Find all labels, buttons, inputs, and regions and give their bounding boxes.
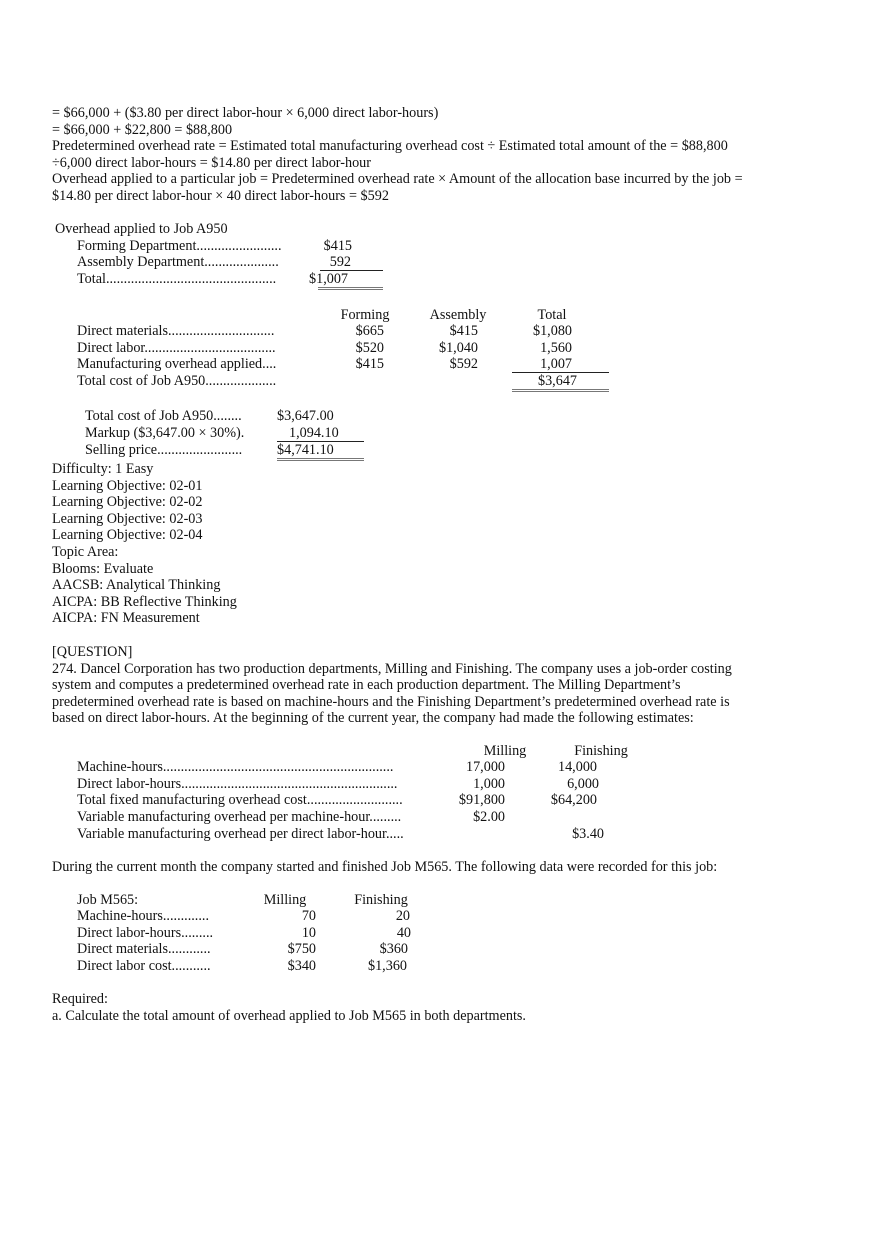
price-row-value: 1,094.10 — [289, 425, 339, 441]
table-cell: 40 — [396, 925, 411, 941]
question-text-line: system and computes a predetermined overhead rate in each production department. The Milling Department’s — [52, 677, 681, 694]
question-text-line: based on direct labor-hours. At the beginning of the current year, the company had made the following estimates: — [52, 710, 694, 727]
table-row-label: Total cost of Job A950.................... — [77, 373, 277, 389]
price-row-value: $3,647.00 — [277, 408, 334, 424]
table-cell: 70 — [301, 908, 316, 924]
selling-price-double-underline — [277, 442, 364, 461]
column-header: Total — [537, 307, 567, 323]
learning-objective: Learning Objective: 02-03 — [52, 510, 203, 527]
table-cell: 1,560 — [540, 340, 572, 356]
table-row-label: Direct labor-hours......... — [77, 925, 214, 941]
grand-total-double-underline — [512, 373, 609, 392]
question-block — [52, 644, 852, 727]
intro-line: = $66,000 + $22,800 = $88,800 — [52, 121, 233, 138]
table-row-label: Direct labor-hours............................................................. — [77, 776, 398, 792]
topic-area: Topic Area: — [52, 543, 119, 560]
intro-text — [52, 105, 852, 205]
table-cell: $1,080 — [532, 323, 572, 339]
table-cell: 1,007 — [540, 356, 572, 372]
table-cell: $520 — [355, 340, 384, 356]
column-header: Assembly — [429, 307, 487, 323]
current-month-text: During the current month the company started and finished Job M565. The following data were recorded for this job: — [52, 859, 718, 875]
table-row-label: Manufacturing overhead applied.... — [77, 356, 277, 372]
table-row-label: Direct materials.............................. — [77, 323, 275, 339]
column-header: Finishing — [354, 892, 408, 908]
intro-line: = $66,000 + ($3.80 per direct labor-hour × 6,000 direct labor-hours) — [52, 105, 439, 121]
markup-underline — [277, 425, 364, 442]
table-cell: $3.40 — [572, 826, 604, 842]
table-row-label: Direct materials............ — [77, 941, 211, 957]
overhead-row-label: Total................................................ — [77, 271, 277, 287]
table-cell: $665 — [355, 323, 384, 339]
learning-objective: Learning Objective: 02-01 — [52, 477, 203, 494]
overhead-applied-heading: Overhead applied to Job A950 — [55, 221, 228, 237]
overhead-row-underline — [320, 254, 383, 271]
table-cell: 17,000 — [465, 759, 505, 775]
aicpa: AICPA: FN Measurement — [52, 610, 200, 627]
intro-line: $14.80 per direct labor-hour × 40 direct labor-hours = $592 — [52, 187, 389, 204]
question-tag: [QUESTION] — [52, 644, 133, 660]
overhead-row-label: Forming Department........................ — [77, 238, 282, 254]
table-cell: $415 — [355, 356, 384, 372]
required-section — [52, 991, 852, 1024]
table-cell: 6,000 — [567, 776, 599, 792]
table-row-label: Total fixed manufacturing overhead cost........................... — [77, 792, 403, 808]
table-cell: 10 — [301, 925, 316, 941]
table-cell: $91,800 — [458, 792, 505, 808]
price-row-label: Selling price........................ — [85, 442, 243, 458]
column-header: Finishing — [574, 743, 628, 759]
learning-objective: Learning Objective: 02-04 — [52, 527, 203, 544]
table-cell: $3,647 — [537, 373, 577, 389]
blooms: Blooms: Evaluate — [52, 560, 154, 577]
table-row-label: Direct labor..................................... — [77, 340, 276, 356]
intro-line: Predetermined overhead rate = Estimated total manufacturing overhead cost ÷ Estimated total amount of the = $88,800 — [52, 138, 728, 155]
overhead-row-value: 592 — [329, 254, 351, 270]
table-row-label: Variable manufacturing overhead per direct labor-hour..... — [77, 826, 404, 842]
table-cell: $750 — [287, 941, 316, 957]
table-cell: $415 — [449, 323, 478, 339]
table-cell: $1,040 — [438, 340, 478, 356]
overhead-row-value: $415 — [323, 238, 352, 254]
total-column-underline — [512, 356, 609, 373]
table-row-label: Machine-hours............. — [77, 908, 209, 924]
job-table-title: Job M565: — [77, 892, 139, 908]
column-header: Forming — [340, 307, 390, 323]
difficulty: Difficulty: 1 Easy — [52, 461, 154, 477]
overhead-row-label: Assembly Department..................... — [77, 254, 279, 270]
price-row-label: Total cost of Job A950........ — [85, 408, 242, 424]
learning-objective: Learning Objective: 02-02 — [52, 494, 203, 511]
table-cell: 1,000 — [473, 776, 505, 792]
question-text-line: 274. Dancel Corporation has two production departments, Milling and Finishing. The company uses a job-order costing — [52, 660, 732, 677]
required-item-a: a. Calculate the total amount of overhead applied to Job M565 in both departments. — [52, 1007, 526, 1024]
table-cell: $360 — [379, 941, 408, 957]
question-metadata — [52, 461, 852, 627]
intro-line: ÷6,000 direct labor-hours = $14.80 per direct labor-hour — [52, 154, 371, 171]
aicpa: AICPA: BB Reflective Thinking — [52, 593, 237, 610]
required-heading: Required: — [52, 991, 108, 1007]
table-cell: $2.00 — [473, 809, 505, 825]
aacsb: AACSB: Analytical Thinking — [52, 577, 221, 594]
table-row-label: Machine-hours................................................................. — [77, 759, 394, 775]
table-cell: $64,200 — [550, 792, 597, 808]
price-row-label: Markup ($3,647.00 × 30%). — [85, 425, 245, 441]
question-text-line: predetermined overhead rate is based on machine-hours and the Finishing Department’s predetermined overhead rate is — [52, 693, 730, 710]
intro-line: Overhead applied to a particular job = Predetermined overhead rate × Amount of the allocation base incurred by the job = — [52, 171, 743, 188]
table-cell: $340 — [287, 958, 316, 974]
table-cell: 20 — [395, 908, 410, 924]
column-header: Milling — [483, 743, 527, 759]
overhead-total-double-underline — [309, 271, 383, 290]
table-row-label: Direct labor cost........... — [77, 958, 211, 974]
table-cell: $1,360 — [367, 958, 407, 974]
column-header: Milling — [263, 892, 307, 908]
price-row-value: $4,741.10 — [277, 442, 334, 458]
overhead-row-value: $1,007 — [309, 271, 349, 287]
table-cell: $592 — [449, 356, 478, 372]
table-row-label: Variable manufacturing overhead per machine-hour......... — [77, 809, 402, 825]
table-cell: 14,000 — [557, 759, 597, 775]
